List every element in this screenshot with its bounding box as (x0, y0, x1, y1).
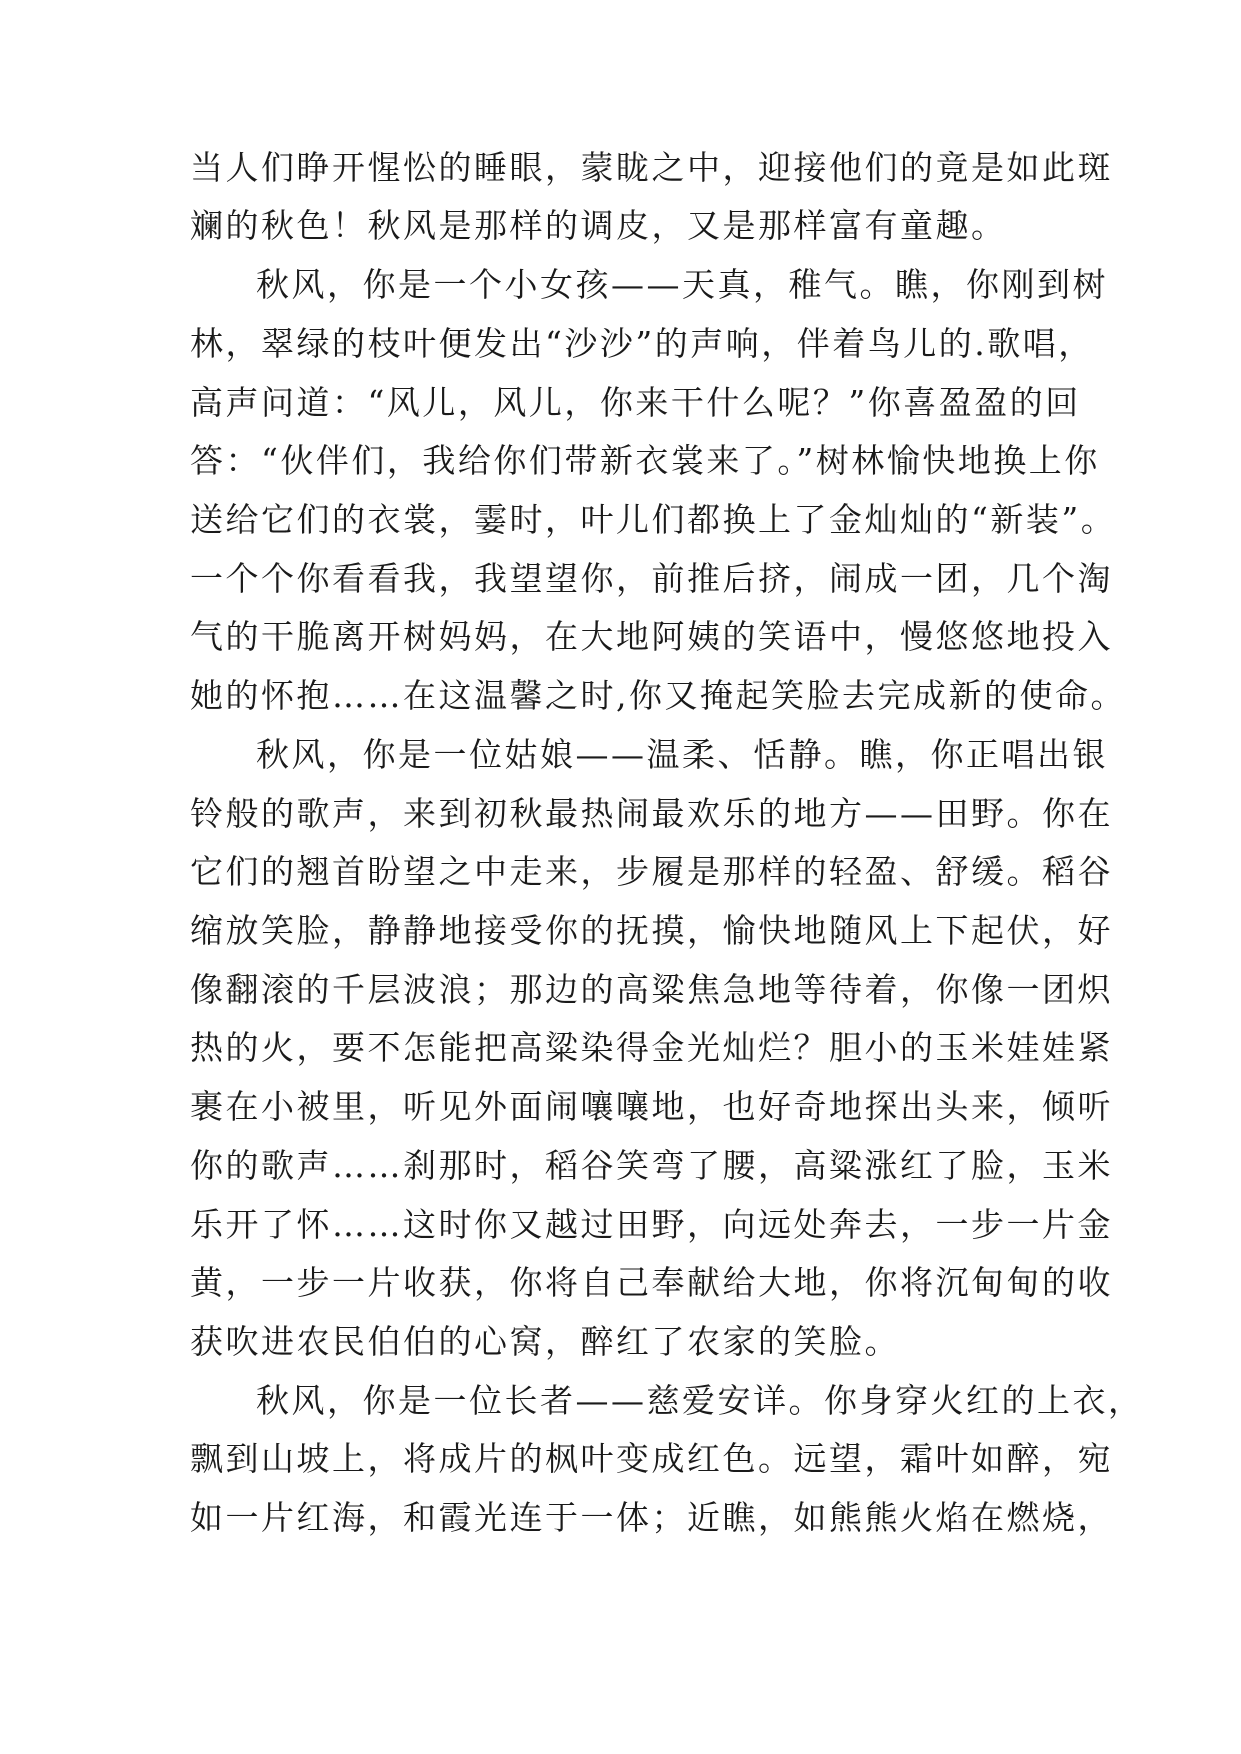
text-line: 高声问道：“风儿，风儿，你来干什么呢？”你喜盈盈的回 (190, 383, 1081, 422)
text-line: 送给它们的衣裳，霎时，叶儿们都换上了金灿灿的“新装”。 (190, 500, 1117, 539)
text-line: 飘到山坡上，将成片的枫叶变成红色。远望，霜叶如醉，宛 (190, 1439, 1113, 1478)
text-line: 当人们睁开惺忪的睡眼，蒙眬之中，迎接他们的竟是如此斑 (190, 148, 1113, 187)
text-line: 她的怀抱……在这温馨之时,你又掩起笑脸去完成新的使命。 (190, 676, 1126, 715)
text-line: 林，翠绿的枝叶便发出“沙沙”的声响，伴着鸟儿的.歌唱， (190, 324, 1094, 363)
text-line: 一个个你看看我，我望望你，前推后挤，闹成一团，几个淘 (190, 559, 1113, 598)
text-line: 它们的翘首盼望之中走来，步履是那样的轻盈、舒缓。稻谷 (190, 852, 1113, 891)
text-line: 黄，一步一片收获，你将自己奉献给大地，你将沉甸甸的收 (190, 1263, 1113, 1302)
text-line: 热的火，要不怎能把高粱染得金光灿烂？胆小的玉米娃娃紧 (190, 1028, 1113, 1067)
paragraph-start-line: 秋风，你是一位姑娘——温柔、恬静。瞧，你正唱出银 (256, 735, 1108, 774)
text-line: 获吹进农民伯伯的心窝，醉红了农家的笑脸。 (190, 1322, 900, 1361)
text-line: 像翻滚的千层波浪；那边的高粱焦急地等待着，你像一团炽 (190, 970, 1113, 1009)
paragraph-start-line: 秋风，你是一个小女孩——天真，稚气。瞧，你刚到树 (256, 265, 1108, 304)
text-line: 斓的秋色！秋风是那样的调皮，又是那样富有童趣。 (190, 206, 1007, 245)
text-line: 裹在小被里，听见外面闹嚷嚷地，也好奇地探出头来，倾听 (190, 1087, 1113, 1126)
text-line: 铃般的歌声，来到初秋最热闹最欢乐的地方——田野。你在 (190, 794, 1113, 833)
text-line: 乐开了怀……这时你又越过田野，向远处奔去，一步一片金 (190, 1205, 1113, 1244)
text-line: 答：“伙伴们，我给你们带新衣裳来了。”树林愉快地换上你 (190, 441, 1100, 480)
text-line: 缩放笑脸，静静地接受你的抚摸，愉快地随风上下起伏，好 (190, 911, 1113, 950)
text-line: 如一片红海，和霞光连于一体；近瞧，如熊熊火焰在燃烧， (190, 1498, 1113, 1537)
text-line: 你的歌声……刹那时，稻谷笑弯了腰，高粱涨红了脸，玉米 (190, 1146, 1113, 1185)
paragraph-start-line: 秋风，你是一位长者——慈爱安详。你身穿火红的上衣， (256, 1381, 1144, 1420)
text-line: 气的干脆离开树妈妈，在大地阿姨的笑语中，慢悠悠地投入 (190, 617, 1113, 656)
